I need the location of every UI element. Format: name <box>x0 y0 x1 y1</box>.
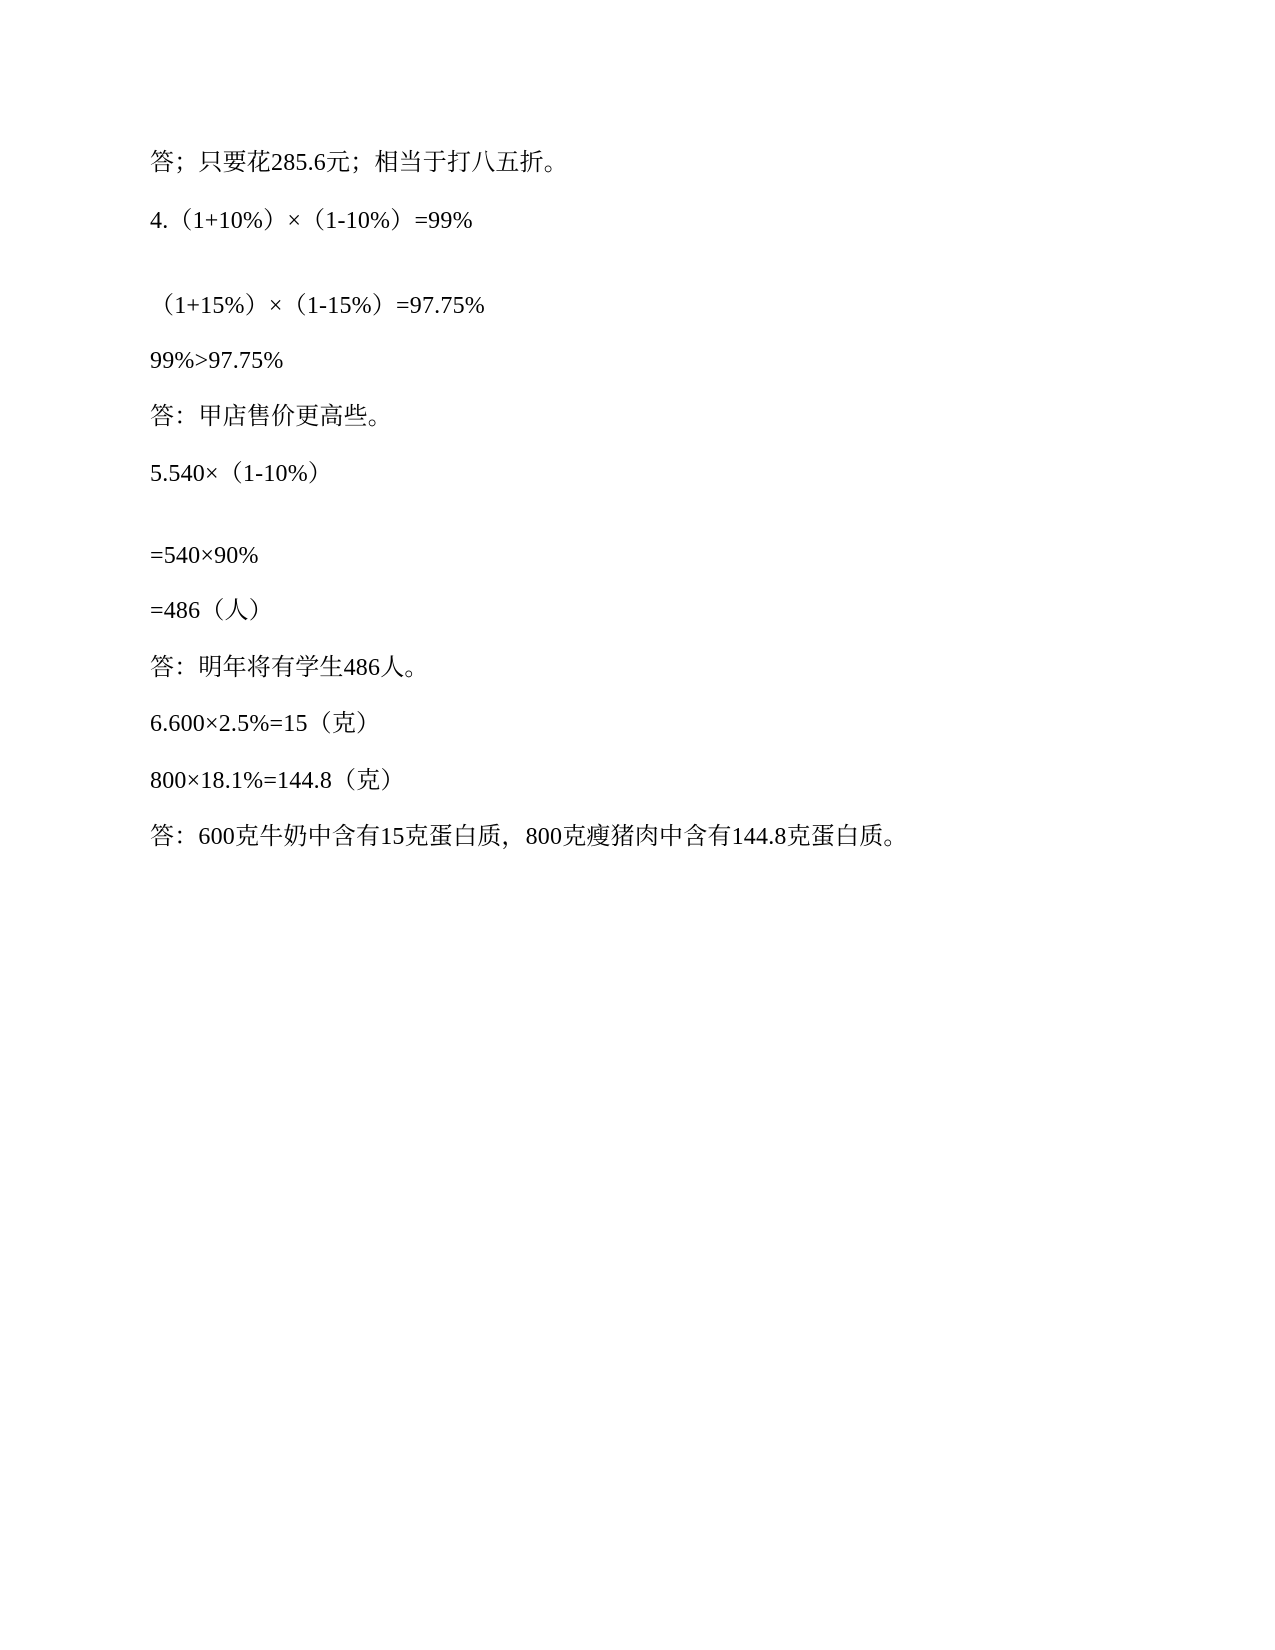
problem-4-comparison: 99%>97.75% <box>150 348 284 374</box>
problem-5-step-2: =540×90% <box>150 543 259 569</box>
problem-5-step-1: 5.540×（1-10%） <box>150 461 333 487</box>
problem-6-step-2: 800×18.1%=144.8（克） <box>150 768 405 794</box>
problem-5-step-3: =486（人） <box>150 598 273 624</box>
answer-line-4: 答：甲店售价更高些。 <box>150 404 392 430</box>
problem-4-step-2: （1+15%）×（1-15%）=97.75% <box>150 293 485 319</box>
problem-4-step-1: 4.（1+10%）×（1-10%）=99% <box>150 208 473 234</box>
problem-6-step-1: 6.600×2.5%=15（克） <box>150 711 381 737</box>
answer-line-5: 答：明年将有学生486人。 <box>150 655 429 681</box>
answer-line-3: 答；只要花285.6元；相当于打八五折。 <box>150 150 568 176</box>
answer-line-6: 答：600克牛奶中含有15克蛋白质，800克瘦猪肉中含有144.8克蛋白质。 <box>150 824 908 850</box>
